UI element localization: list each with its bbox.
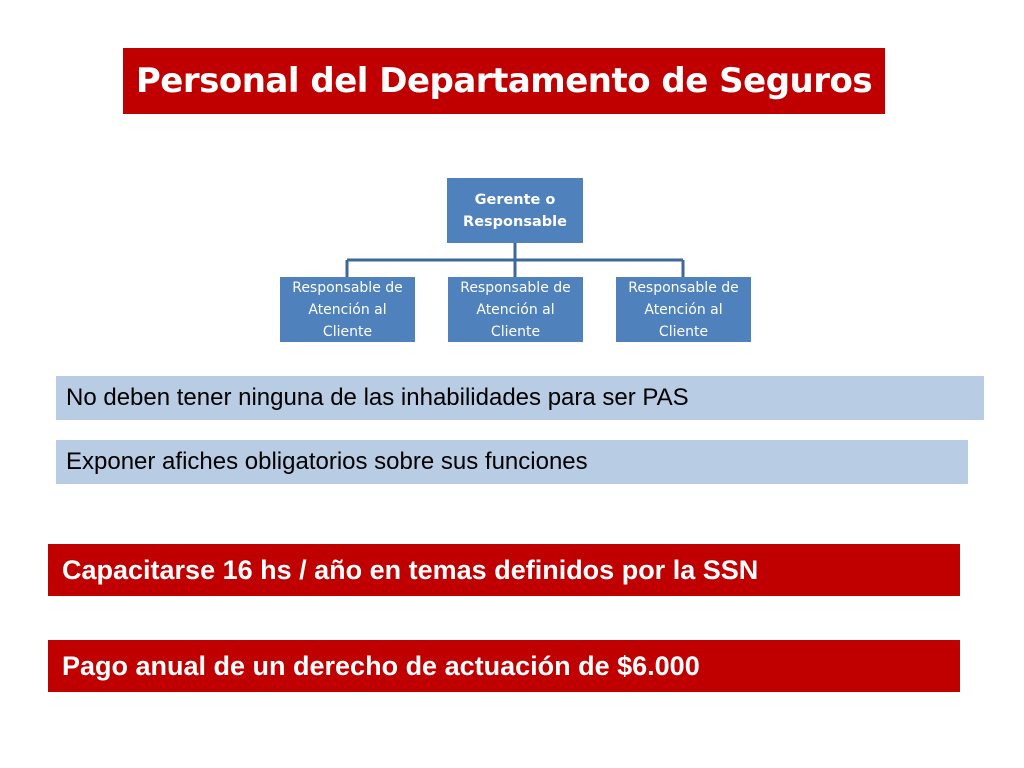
org-node-customer-service-2 [448,277,583,342]
org-node-customer-service-3 [616,277,751,342]
org-node-manager-label: Gerente o Responsable [463,191,567,230]
org-node-label: Responsable de Atención al Cliente [628,279,739,340]
requirement-display-posters: Exponer afiches obligatorios sobre sus funciones [56,440,968,484]
org-node-manager [447,178,583,243]
org-node-label: Responsable de Atención al Cliente [292,279,403,340]
org-node-customer-service-1 [280,277,415,342]
requirement-annual-fee: Pago anual de un derecho de actuación de $6.000 [48,640,960,692]
requirement-no-disqualifications: No deben tener ninguna de las inhabilidades para ser PAS [56,376,984,420]
org-node-label: Responsable de Atención al Cliente [460,279,571,340]
page-title: Personal del Departamento de Seguros [123,48,885,114]
requirement-training-hours: Capacitarse 16 hs / año en temas definidos por la SSN [48,544,960,596]
